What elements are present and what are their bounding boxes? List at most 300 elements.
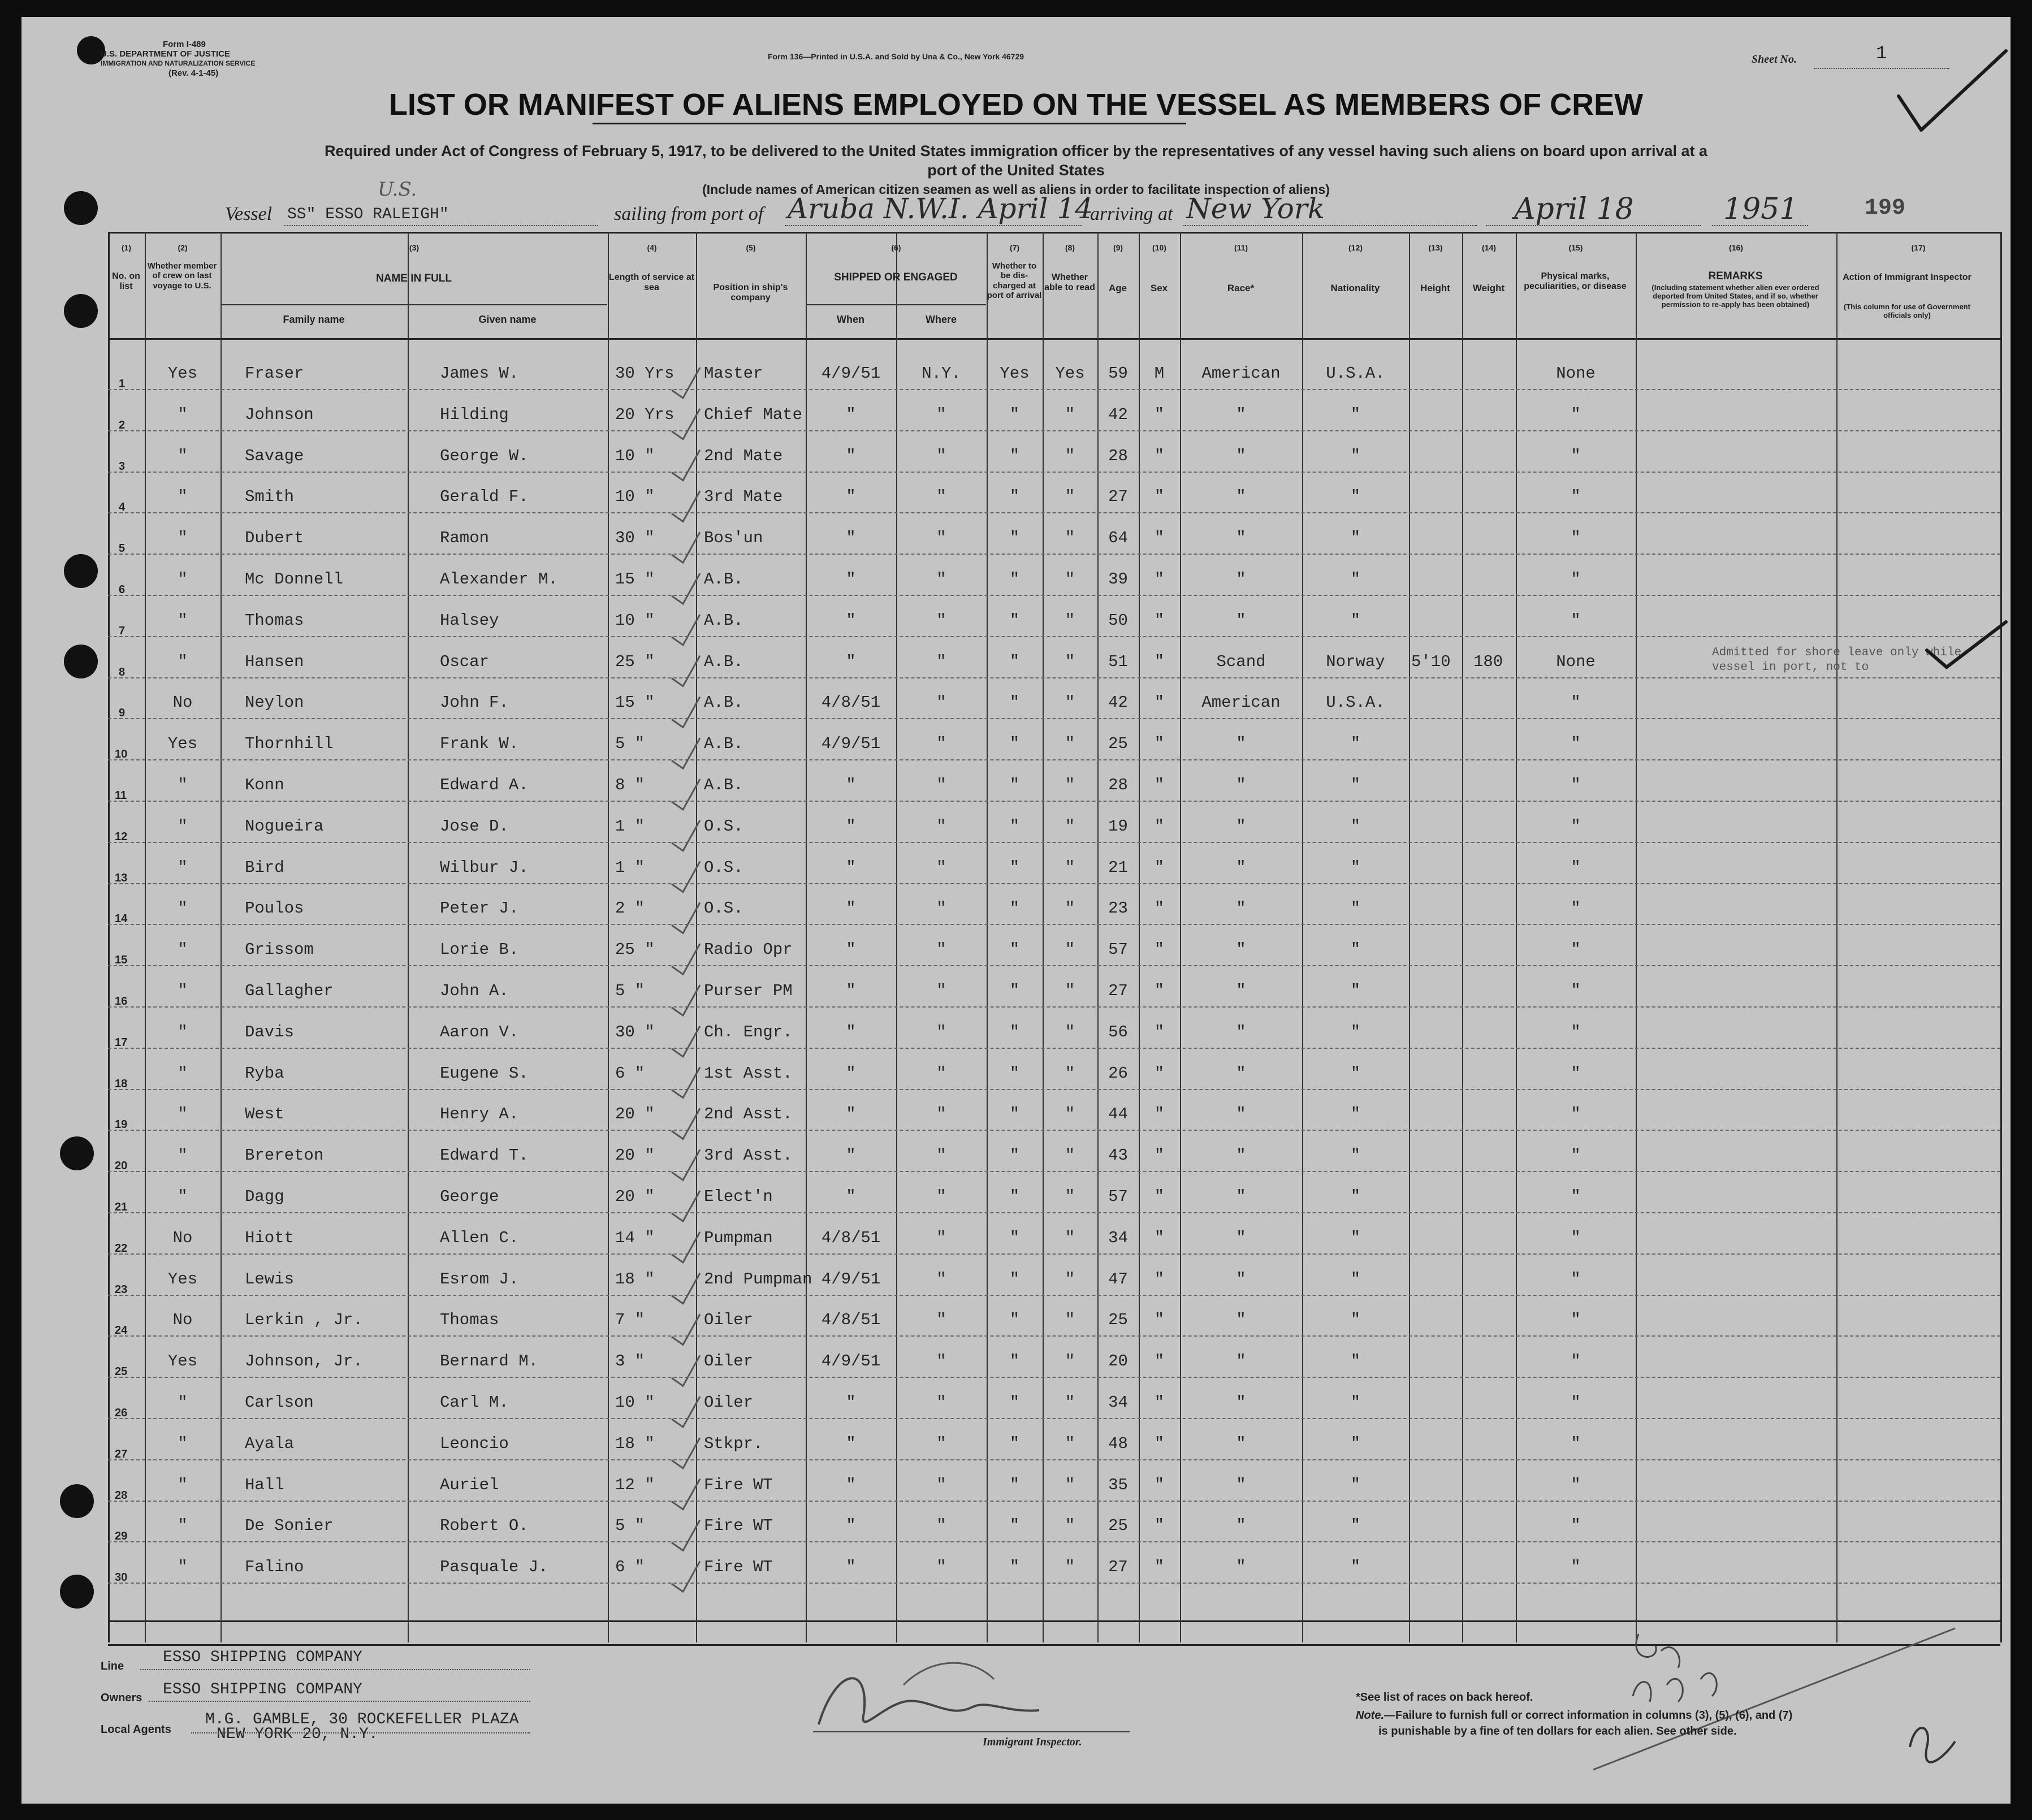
physical-marks-cell: " — [1571, 1352, 1581, 1371]
discharged-cell: " — [1009, 1352, 1020, 1371]
position-cell: Chief Mate — [704, 405, 803, 424]
length-of-service-cell: 5 " — [615, 734, 645, 754]
able-to-read-cell: " — [1065, 1434, 1075, 1453]
age-cell: 48 — [1108, 1434, 1128, 1453]
member-cell: No — [172, 1228, 193, 1247]
subtitle-port: port of the United States — [927, 162, 1105, 179]
column-rule — [108, 232, 110, 1642]
sex-cell: " — [1154, 1105, 1165, 1124]
discharged-cell: " — [1009, 899, 1020, 918]
column-rule — [987, 232, 988, 1642]
shipped-where-cell: " — [936, 693, 946, 712]
given-name-cell: Eugene S. — [440, 1064, 529, 1083]
member-cell: " — [178, 1434, 188, 1453]
tally-stroke — [672, 738, 700, 768]
sex-cell: " — [1154, 446, 1165, 465]
shipped-when-cell: " — [846, 1475, 856, 1494]
discharged-cell: " — [1009, 1022, 1020, 1041]
shipped-where-cell: " — [936, 1311, 946, 1330]
length-of-service-cell: 14 " — [615, 1228, 655, 1247]
discharged-cell: " — [1009, 1269, 1020, 1289]
given-name-cell: Halsey — [440, 611, 499, 630]
sex-cell: " — [1154, 487, 1165, 507]
race-cell: " — [1236, 1434, 1246, 1453]
race-note: *See list of races on back hereof. — [1356, 1691, 1533, 1704]
sheet-number: 1 — [1876, 43, 1887, 64]
race-cell: " — [1236, 1269, 1246, 1289]
position-cell: 1st Asst. — [704, 1064, 793, 1083]
given-name-cell: Edward A. — [440, 776, 529, 794]
row-number: 5 — [119, 542, 126, 555]
length-of-service-cell: 3 " — [615, 1352, 645, 1371]
position-cell: Pumpman — [704, 1228, 773, 1247]
nationality-cell: " — [1350, 570, 1361, 589]
length-of-service-cell: 20 Yrs — [615, 405, 675, 424]
tally-stroke — [672, 862, 700, 892]
row-rule — [108, 1130, 2000, 1131]
col-header-remarks-note: (Including statement whether alien ever ordered deported from United States, and if so, whether permission to re-apply has been obtained) — [1651, 283, 1819, 309]
row-number: 6 — [119, 583, 126, 596]
member-cell: " — [178, 1105, 188, 1124]
sex-cell: " — [1154, 776, 1165, 794]
length-of-service-cell: 10 " — [615, 446, 655, 465]
sex-cell: " — [1154, 816, 1165, 836]
able-to-read-cell: " — [1065, 1475, 1075, 1494]
member-cell: " — [178, 776, 188, 794]
sex-cell: " — [1154, 529, 1165, 548]
physical-marks-cell: " — [1571, 446, 1581, 465]
shipped-when-cell: " — [846, 1064, 856, 1083]
family-name-cell: Mc Donnell — [245, 570, 344, 589]
sex-cell: M — [1154, 364, 1165, 383]
family-name-cell: Poulos — [245, 899, 304, 918]
col-header-member: Whether member of crew on last voyage to U.S. — [147, 261, 217, 291]
length-of-service-cell: 18 " — [615, 1434, 655, 1453]
discharged-cell: " — [1009, 446, 1020, 465]
race-cell: " — [1236, 982, 1246, 1000]
row-rule — [108, 965, 2000, 966]
sex-cell: " — [1154, 693, 1165, 712]
physical-marks-cell: " — [1571, 899, 1581, 918]
col-header-where: Where — [925, 314, 957, 325]
row-number: 4 — [119, 501, 126, 514]
shipped-when-cell: " — [846, 940, 856, 959]
row-number: 7 — [119, 624, 126, 637]
row-number: 2 — [119, 418, 126, 431]
family-name-cell: Nogueira — [245, 816, 324, 836]
tally-stroke — [672, 409, 700, 439]
physical-marks-cell: " — [1571, 858, 1581, 877]
able-to-read-cell: " — [1065, 693, 1075, 712]
age-cell: 57 — [1108, 940, 1128, 959]
column-number: (10) — [1152, 243, 1166, 252]
discharged-cell: " — [1009, 487, 1020, 507]
tally-stroke — [672, 820, 700, 851]
shipped-when-cell: 4/9/51 — [821, 1352, 881, 1371]
row-number: 1 — [119, 378, 126, 390]
row-rule — [108, 1377, 2000, 1378]
age-cell: 23 — [1108, 899, 1128, 918]
nationality-cell: " — [1350, 1434, 1361, 1453]
family-name-cell: Dubert — [245, 529, 304, 548]
shipped-when-cell: " — [846, 611, 856, 630]
nationality-cell: " — [1350, 1228, 1361, 1247]
physical-marks-cell: " — [1571, 611, 1581, 630]
column-number: (15) — [1568, 243, 1583, 252]
shipped-when-cell: " — [846, 487, 856, 507]
able-to-read-cell: " — [1065, 1022, 1075, 1041]
age-cell: 21 — [1108, 858, 1128, 877]
physical-marks-cell: " — [1571, 1516, 1581, 1536]
column-rule — [1462, 232, 1463, 1642]
shipped-when-cell: " — [846, 1434, 856, 1453]
race-cell: " — [1236, 776, 1246, 794]
race-cell: " — [1236, 405, 1246, 424]
height-cell: 5'10 — [1411, 652, 1451, 671]
able-to-read-cell: " — [1065, 982, 1075, 1000]
length-of-service-cell: 30 " — [615, 529, 655, 548]
arrival-year: 1951 — [1723, 192, 1798, 226]
length-of-service-cell: 8 " — [615, 776, 645, 794]
family-name-cell: Lewis — [245, 1269, 295, 1289]
length-of-service-cell: 20 " — [615, 1146, 655, 1165]
tally-stroke — [672, 902, 700, 933]
age-cell: 47 — [1108, 1269, 1128, 1289]
inspector-underline — [813, 1731, 1130, 1732]
shipped-where-cell: " — [936, 487, 946, 507]
inspector-label: Immigrant Inspector. — [983, 1736, 1082, 1748]
position-cell: Radio Opr — [704, 940, 793, 959]
age-cell: 56 — [1108, 1022, 1128, 1041]
member-cell: " — [178, 611, 188, 630]
family-name-cell: Thornhill — [245, 734, 334, 754]
nationality-cell: " — [1350, 816, 1361, 836]
agents-label: Local Agents — [101, 1723, 171, 1736]
length-of-service-cell: 15 " — [615, 693, 655, 712]
shipped-when-cell: " — [846, 570, 856, 589]
family-name-cell: Hiott — [245, 1228, 295, 1247]
column-rule — [1302, 232, 1303, 1642]
tally-stroke — [672, 985, 700, 1015]
nationality-cell: " — [1350, 1393, 1361, 1412]
length-of-service-cell: 7 " — [615, 1311, 645, 1330]
arriving-label: arriving at — [1090, 204, 1173, 224]
age-cell: 34 — [1108, 1393, 1128, 1412]
nationality-cell: " — [1350, 1311, 1361, 1330]
position-cell: 3rd Mate — [704, 487, 783, 507]
column-rule — [1516, 232, 1517, 1642]
punch-hole — [64, 554, 98, 588]
owners-label: Owners — [101, 1692, 142, 1704]
date-underline — [1486, 225, 1701, 226]
family-name-cell: Bird — [245, 858, 284, 877]
physical-marks-cell: " — [1571, 1393, 1581, 1412]
tally-stroke — [672, 368, 700, 398]
family-name-cell: Dagg — [245, 1187, 284, 1206]
discharged-cell: " — [1009, 405, 1020, 424]
age-cell: 42 — [1108, 693, 1128, 712]
sex-cell: " — [1154, 1516, 1165, 1536]
member-cell: " — [178, 816, 188, 836]
shipped-where-cell: " — [936, 1187, 946, 1206]
punch-hole — [60, 1136, 94, 1170]
position-cell: A.B. — [704, 734, 743, 754]
position-cell: O.S. — [704, 899, 743, 918]
race-cell: " — [1236, 940, 1246, 959]
discharged-cell: " — [1009, 1475, 1020, 1494]
member-cell: " — [178, 940, 188, 959]
able-to-read-cell: " — [1065, 816, 1075, 836]
position-cell: Bos'un — [704, 529, 763, 548]
sex-cell: " — [1154, 405, 1165, 424]
column-rule — [2000, 232, 2002, 1642]
able-to-read-cell: " — [1065, 1558, 1075, 1577]
able-to-read-cell: " — [1065, 570, 1075, 589]
family-name-cell: Johnson, Jr. — [245, 1352, 363, 1371]
given-name-cell: Lorie B. — [440, 940, 519, 959]
row-number: 17 — [115, 1036, 128, 1049]
given-name-cell: Pasquale J. — [440, 1558, 548, 1577]
tally-stroke — [672, 491, 700, 521]
position-cell: A.B. — [704, 693, 743, 712]
col-header-weight: Weight — [1472, 283, 1505, 293]
given-name-cell: Carl M. — [440, 1393, 509, 1412]
row-rule — [108, 636, 2000, 637]
race-cell: " — [1236, 529, 1246, 548]
age-cell: 39 — [1108, 570, 1128, 589]
shipped-where-cell: " — [936, 529, 946, 548]
age-cell: 25 — [1108, 1311, 1128, 1330]
given-name-cell: Esrom J. — [440, 1269, 519, 1289]
age-cell: 35 — [1108, 1475, 1128, 1494]
row-number: 20 — [115, 1160, 128, 1173]
position-cell: Oiler — [704, 1311, 754, 1330]
given-name-cell: Alexander M. — [440, 570, 558, 589]
vessel-name: SS" ESSO RALEIGH" — [287, 206, 449, 223]
family-name-cell: Davis — [245, 1022, 295, 1041]
physical-marks-cell: " — [1571, 1558, 1581, 1577]
column-rule — [1043, 232, 1044, 1642]
tally-stroke — [672, 1355, 700, 1386]
row-number: 3 — [119, 460, 126, 473]
arriving-underline — [1183, 225, 1477, 226]
physical-marks-cell: " — [1571, 529, 1581, 548]
age-cell: 27 — [1108, 982, 1128, 1000]
punch-hole — [60, 1575, 94, 1609]
shipped-where-cell: N.Y. — [922, 364, 961, 383]
arriving-port: New York — [1186, 192, 1325, 225]
family-name-cell: Savage — [245, 446, 304, 465]
member-cell: " — [178, 529, 188, 548]
sex-cell: " — [1154, 734, 1165, 754]
given-name-cell: Allen C. — [440, 1228, 519, 1247]
nationality-cell: " — [1350, 611, 1361, 630]
tally-stroke — [672, 779, 700, 810]
vessel-note: U.S. — [378, 178, 417, 201]
physical-marks-cell: " — [1571, 1228, 1581, 1247]
age-cell: 26 — [1108, 1064, 1128, 1083]
punch-hole — [64, 294, 98, 328]
nationality-cell: " — [1350, 1516, 1361, 1536]
shipped-where-cell: " — [936, 1516, 946, 1536]
race-cell: " — [1236, 570, 1246, 589]
length-of-service-cell: 20 " — [615, 1187, 655, 1206]
able-to-read-cell: " — [1065, 652, 1075, 671]
given-name-cell: Peter J. — [440, 899, 519, 918]
row-number: 9 — [119, 707, 126, 720]
discharged-cell: " — [1009, 529, 1020, 548]
column-rule — [1636, 232, 1637, 1642]
given-name-cell: George — [440, 1187, 499, 1206]
row-rule — [108, 883, 2000, 884]
position-cell: 2nd Mate — [704, 446, 783, 465]
physical-marks-cell: " — [1571, 1146, 1581, 1165]
able-to-read-cell: " — [1065, 1269, 1075, 1289]
physical-marks-cell: None — [1556, 652, 1596, 671]
row-rule — [108, 1501, 2000, 1502]
given-name-cell: Gerald F. — [440, 487, 529, 507]
agents-value-1: M.G. GAMBLE, 30 ROCKEFELLER PLAZA — [205, 1711, 519, 1728]
tally-stroke — [672, 1232, 700, 1263]
col-header-height: Height — [1420, 283, 1450, 293]
row-number: 25 — [115, 1365, 128, 1378]
line-label: Line — [101, 1660, 124, 1672]
subtitle-include: (Include names of American citizen seamen as well as aliens in order to facilitate inspection of aliens) — [702, 182, 1330, 197]
discharged-cell: Yes — [1000, 364, 1030, 383]
given-name-cell: Jose D. — [440, 816, 509, 836]
physical-marks-cell: " — [1571, 1105, 1581, 1124]
shipped-when-cell: " — [846, 446, 856, 465]
physical-marks-cell: " — [1571, 1311, 1581, 1330]
manifest-sheet — [21, 17, 2011, 1804]
column-rule — [1180, 232, 1181, 1642]
family-name-cell: Smith — [245, 487, 295, 507]
penalty-note — [1356, 1707, 1792, 1739]
page-title: LIST OR MANIFEST OF ALIENS EMPLOYED ON THE VESSEL AS MEMBERS OF CREW — [388, 88, 1644, 122]
row-number: 22 — [115, 1242, 128, 1255]
nationality-cell: " — [1350, 1269, 1361, 1289]
row-number: 11 — [115, 789, 127, 802]
row-rule — [108, 1089, 2000, 1090]
physical-marks-cell: " — [1571, 940, 1581, 959]
shipped-when-cell: " — [846, 858, 856, 877]
shipped-when-cell: 4/8/51 — [821, 1311, 881, 1330]
row-number: 26 — [115, 1407, 128, 1419]
family-name-cell: Hansen — [245, 652, 304, 671]
given-name-cell: Robert O. — [440, 1516, 529, 1536]
col-header-action: Action of Immigrant Inspector — [1843, 273, 1972, 282]
col-header-length: Length of service at sea — [608, 273, 695, 293]
position-cell: Oiler — [704, 1352, 754, 1371]
tally-stroke — [672, 1314, 700, 1345]
nationality-cell: " — [1350, 1064, 1361, 1083]
nationality-cell: " — [1350, 1146, 1361, 1165]
family-name-cell: Falino — [245, 1558, 304, 1577]
shipped-when-cell: 4/9/51 — [821, 734, 881, 754]
age-cell: 20 — [1108, 1352, 1128, 1371]
sex-cell: " — [1154, 1146, 1165, 1165]
family-name-cell: West — [245, 1105, 284, 1124]
punch-hole — [64, 645, 98, 678]
age-cell: 28 — [1108, 776, 1128, 794]
sailing-port: Aruba N.W.I. April 14 — [788, 192, 1093, 225]
able-to-read-cell: " — [1065, 1516, 1075, 1536]
discharged-cell: " — [1009, 1434, 1020, 1453]
age-cell: 42 — [1108, 405, 1128, 424]
column-rule — [1097, 232, 1099, 1642]
weight-cell: 180 — [1473, 652, 1503, 671]
tally-stroke — [672, 656, 700, 686]
sex-cell: " — [1154, 1352, 1165, 1371]
discharged-cell: " — [1009, 816, 1020, 836]
column-number: (11) — [1234, 243, 1248, 252]
agents-underline — [191, 1732, 530, 1733]
nationality-cell: " — [1350, 405, 1361, 424]
member-cell: " — [178, 899, 188, 918]
sailing-underline — [785, 225, 1082, 226]
row-number: 13 — [115, 871, 128, 884]
family-name-cell: Ayala — [245, 1434, 295, 1453]
physical-marks-cell: " — [1571, 1434, 1581, 1453]
position-cell: Oiler — [704, 1393, 754, 1412]
nationality-cell: Norway — [1326, 652, 1385, 671]
shipped-where-cell: " — [936, 1269, 946, 1289]
shipped-where-cell: " — [936, 734, 946, 754]
col-header-nationality: Nationality — [1330, 283, 1380, 293]
able-to-read-cell: " — [1065, 1105, 1075, 1124]
shipped-where-cell: " — [936, 940, 946, 959]
given-name-cell: James W. — [440, 364, 519, 383]
sex-cell: " — [1154, 611, 1165, 630]
given-name-cell: Oscar — [440, 652, 490, 671]
family-name-cell: Grissom — [245, 940, 314, 959]
physical-marks-cell: " — [1571, 1187, 1581, 1206]
sex-cell: " — [1154, 899, 1165, 918]
discharged-cell: " — [1009, 693, 1020, 712]
race-cell: " — [1236, 816, 1246, 836]
given-name-cell: Henry A. — [440, 1105, 519, 1124]
title-underline — [593, 123, 1186, 124]
race-cell: " — [1236, 1516, 1246, 1536]
row-rule — [108, 842, 2000, 843]
discharged-cell: " — [1009, 776, 1020, 794]
form-number: Form I-489 — [163, 40, 206, 49]
shipped-where-cell: " — [936, 1393, 946, 1412]
shipped-when-cell: " — [846, 1022, 856, 1041]
discharged-cell: " — [1009, 1228, 1020, 1247]
shipped-where-cell: " — [936, 446, 946, 465]
shipped-where-cell: " — [936, 816, 946, 836]
form-id-block — [101, 40, 255, 78]
nationality-cell: " — [1350, 1187, 1361, 1206]
given-name-cell: George W. — [440, 446, 529, 465]
physical-marks-cell: " — [1571, 982, 1581, 1000]
col-header-no: No. on list — [112, 271, 140, 292]
tally-stroke — [672, 1067, 700, 1098]
row-rule — [108, 718, 2000, 719]
race-cell: " — [1236, 858, 1246, 877]
discharged-cell: " — [1009, 1105, 1020, 1124]
shipped-when-cell: " — [846, 1187, 856, 1206]
member-cell: " — [178, 652, 188, 671]
service: IMMIGRATION AND NATURALIZATION SERVICE — [101, 59, 256, 67]
row-rule — [108, 1171, 2000, 1172]
shipped-when-cell: " — [846, 816, 856, 836]
revision: (Rev. 4-1-45) — [168, 68, 219, 78]
family-name-cell: Thomas — [245, 611, 304, 630]
length-of-service-cell: 6 " — [615, 1558, 645, 1577]
nationality-cell: " — [1350, 1022, 1361, 1041]
